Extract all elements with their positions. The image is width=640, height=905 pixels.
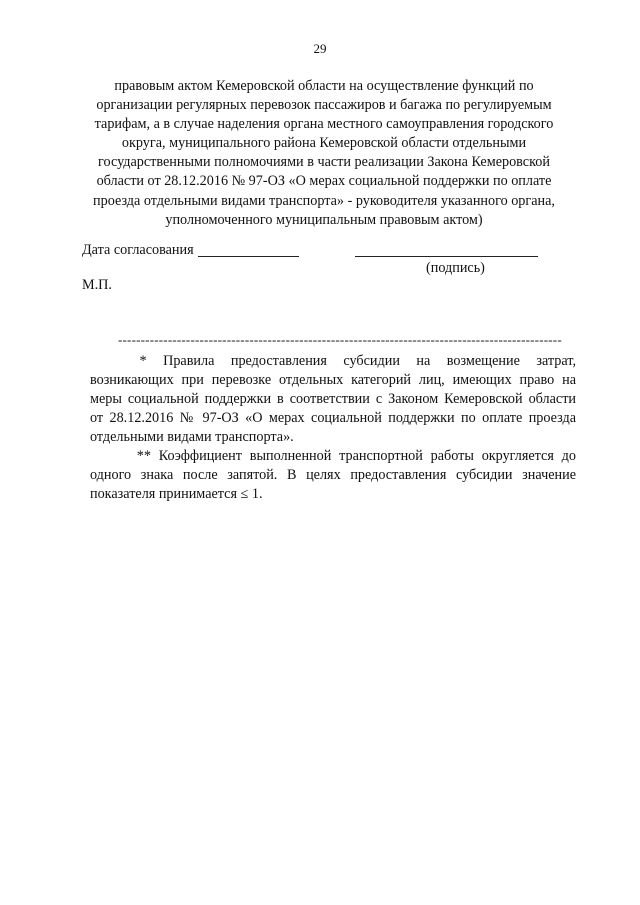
- body-line: организации регулярных перевозок пассажиров и багажа по регулируемым: [96, 97, 552, 114]
- footnote-line: ** Коэффициент выполненной транспортной работы округляется до: [90, 448, 576, 464]
- footnote-line: возникающих при перевозке отдельных категорий лиц, имеющих право на: [90, 372, 576, 388]
- body-line: округа, муниципального района Кемеровской области отдельными: [121, 135, 527, 152]
- body-text: [74, 77, 574, 230]
- body-line: уполномоченного муниципальным правовым актом): [165, 211, 483, 228]
- footnote-line: показателя принимается ≤ 1.: [90, 486, 263, 502]
- approval-date-label: Дата согласования: [82, 242, 194, 258]
- date-blank-line: [198, 256, 299, 257]
- body-line: проезда отдельными видами транспорта» - руководителя указанного органа,: [93, 192, 555, 209]
- footnote-line: одного знака после запятой. В целях предоставления субсидии значение: [90, 467, 576, 483]
- stamp-label: М.П.: [82, 277, 112, 293]
- footnote-line: от 28.12.2016 № 97-ОЗ «О мерах социальной поддержки по оплате проезда: [90, 410, 576, 426]
- signature-caption: (подпись): [426, 260, 485, 276]
- body-line: государственными полномочиями в части реализации Закона Кемеровской: [98, 154, 550, 171]
- footnote-1: [90, 352, 576, 447]
- footnote-line: отдельными видами транспорта».: [90, 429, 294, 445]
- signature-blank-line: [355, 256, 538, 257]
- body-line: тарифам, а в случае наделения органа местного самоуправления городского: [94, 116, 554, 133]
- body-line: правовым актом Кемеровской области на осуществление функций по: [114, 78, 534, 94]
- page-number: 29: [313, 41, 327, 56]
- footnote-line: * Правила предоставления субсидии на возмещение затрат,: [90, 353, 576, 369]
- footnote-2: [90, 447, 576, 504]
- footnote-separator: --------------------------------------------------------------------------------------------------: [118, 333, 562, 347]
- body-line: области от 28.12.2016 № 97-ОЗ «О мерах социальной поддержки по оплате: [96, 173, 552, 190]
- footnote-line: меры социальной поддержки в соответствии с Законом Кемеровской области: [90, 391, 576, 407]
